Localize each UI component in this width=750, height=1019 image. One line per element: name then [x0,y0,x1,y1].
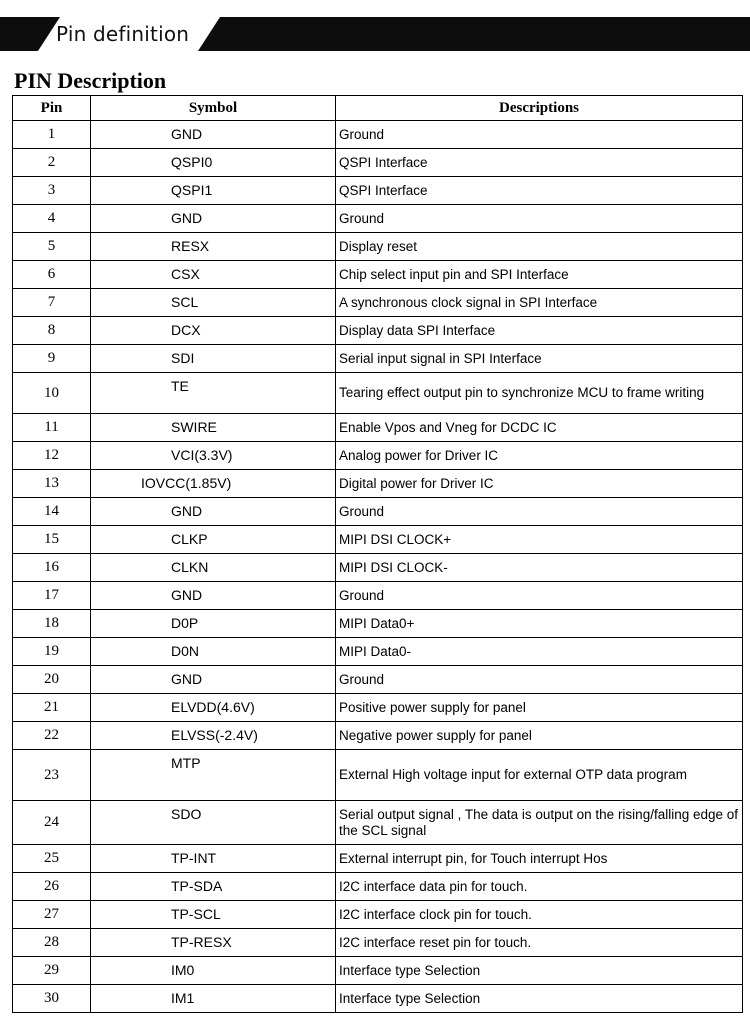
pin-number: 28 [13,929,91,957]
table-row [13,985,743,1013]
pin-number: 3 [13,177,91,205]
pin-number: 19 [13,638,91,666]
pin-number: 4 [13,205,91,233]
pin-symbol: ELVDD(4.6V) [91,694,336,722]
pin-description: A synchronous clock signal in SPI Interface [336,289,743,317]
pin-description: QSPI Interface [336,149,743,177]
pin-description: Ground [336,205,743,233]
table-row [13,121,743,149]
pin-symbol: SWIRE [91,414,336,442]
pin-description: Ground [336,582,743,610]
pin-number: 24 [13,801,91,845]
pin-description: QSPI Interface [336,177,743,205]
pin-number: 23 [13,750,91,801]
pin-description: External High voltage input for external OTP data program [336,750,743,801]
pin-symbol: IM0 [91,957,336,985]
pin-symbol: GND [91,205,336,233]
pin-symbol: MTP [91,750,336,801]
pin-description: Display data SPI Interface [336,317,743,345]
pin-number: 12 [13,442,91,470]
pin-symbol: SDI [91,345,336,373]
pin-number: 18 [13,610,91,638]
pin-description: Tearing effect output pin to synchronize MCU to frame writing [336,373,743,414]
header-symbol: Symbol [91,96,336,121]
pin-symbol: D0P [91,610,336,638]
pin-number: 21 [13,694,91,722]
pin-number: 5 [13,233,91,261]
table-row [13,205,743,233]
pin-number: 26 [13,873,91,901]
pin-symbol: SDO [91,801,336,845]
banner [0,17,750,51]
pin-number: 7 [13,289,91,317]
table-row [13,442,743,470]
section-heading: PIN Description [14,68,167,93]
pin-description: MIPI Data0- [336,638,743,666]
table-row [13,149,743,177]
pin-number: 10 [13,373,91,414]
pin-symbol: CLKP [91,526,336,554]
pin-description: Display reset [336,233,743,261]
pin-number: 9 [13,345,91,373]
pin-symbol: GND [91,121,336,149]
table-row [13,373,743,414]
table-row [13,526,743,554]
pin-number: 11 [13,414,91,442]
pin-description: Interface type Selection [336,985,743,1013]
pin-symbol: QSPI0 [91,149,336,177]
pin-description: Ground [336,666,743,694]
pin-symbol: ELVSS(-2.4V) [91,722,336,750]
table-row [13,694,743,722]
pin-number: 15 [13,526,91,554]
pin-description: Digital power for Driver IC [336,470,743,498]
header-row [13,96,743,121]
pin-symbol: IOVCC(1.85V) [91,470,336,498]
pin-description: Analog power for Driver IC [336,442,743,470]
table-row [13,638,743,666]
pin-description: Negative power supply for panel [336,722,743,750]
pin-description: I2C interface reset pin for touch. [336,929,743,957]
pin-number: 8 [13,317,91,345]
pin-symbol: VCI(3.3V) [91,442,336,470]
banner-title: Pin definition [56,22,190,46]
table-row [13,582,743,610]
pin-number: 30 [13,985,91,1013]
table-row [13,722,743,750]
table-row [13,610,743,638]
pin-symbol: GND [91,582,336,610]
pin-symbol: GND [91,498,336,526]
pin-number: 13 [13,470,91,498]
table-row [13,957,743,985]
pin-description: Interface type Selection [336,957,743,985]
pin-symbol: GND [91,666,336,694]
pin-description: I2C interface data pin for touch. [336,873,743,901]
pin-description: Enable Vpos and Vneg for DCDC IC [336,414,743,442]
pin-symbol: D0N [91,638,336,666]
pin-number: 29 [13,957,91,985]
pin-symbol: QSPI1 [91,177,336,205]
pin-number: 22 [13,722,91,750]
pin-description: Ground [336,498,743,526]
table-row [13,345,743,373]
pin-symbol: TP-INT [91,845,336,873]
table-row [13,233,743,261]
pin-description: MIPI Data0+ [336,610,743,638]
header-description: Descriptions [336,96,743,121]
table-row [13,929,743,957]
pin-number: 25 [13,845,91,873]
table-row [13,873,743,901]
pin-description: Positive power supply for panel [336,694,743,722]
pin-description: I2C interface clock pin for touch. [336,901,743,929]
pin-description: Serial input signal in SPI Interface [336,345,743,373]
pin-description: Ground [336,121,743,149]
pin-symbol: TP-SCL [91,901,336,929]
pin-description: External interrupt pin, for Touch interrupt Hos [336,845,743,873]
table-row [13,801,743,845]
pin-description: MIPI DSI CLOCK- [336,554,743,582]
pin-symbol: TE [91,373,336,414]
pin-symbol: CSX [91,261,336,289]
pin-symbol: DCX [91,317,336,345]
header-pin: Pin [13,96,91,121]
table-row [13,470,743,498]
pin-description: MIPI DSI CLOCK+ [336,526,743,554]
pin-number: 2 [13,149,91,177]
pin-number: 6 [13,261,91,289]
pin-number: 20 [13,666,91,694]
table-row [13,289,743,317]
table-row [13,177,743,205]
pin-number: 14 [13,498,91,526]
pin-table [12,95,743,1013]
table-row [13,261,743,289]
table-row [13,666,743,694]
pin-symbol: IM1 [91,985,336,1013]
pin-number: 27 [13,901,91,929]
pin-symbol: SCL [91,289,336,317]
table-row [13,554,743,582]
table-row [13,498,743,526]
pin-symbol: CLKN [91,554,336,582]
pin-symbol: TP-SDA [91,873,336,901]
pin-number: 1 [13,121,91,149]
table-row [13,750,743,801]
table-row [13,414,743,442]
table-row [13,317,743,345]
table-row [13,845,743,873]
pin-symbol: RESX [91,233,336,261]
table-row [13,901,743,929]
pin-description: Chip select input pin and SPI Interface [336,261,743,289]
pin-symbol: TP-RESX [91,929,336,957]
pin-number: 16 [13,554,91,582]
pin-number: 17 [13,582,91,610]
pin-description: Serial output signal , The data is output on the rising/falling edge of the SCL signal [336,801,743,845]
